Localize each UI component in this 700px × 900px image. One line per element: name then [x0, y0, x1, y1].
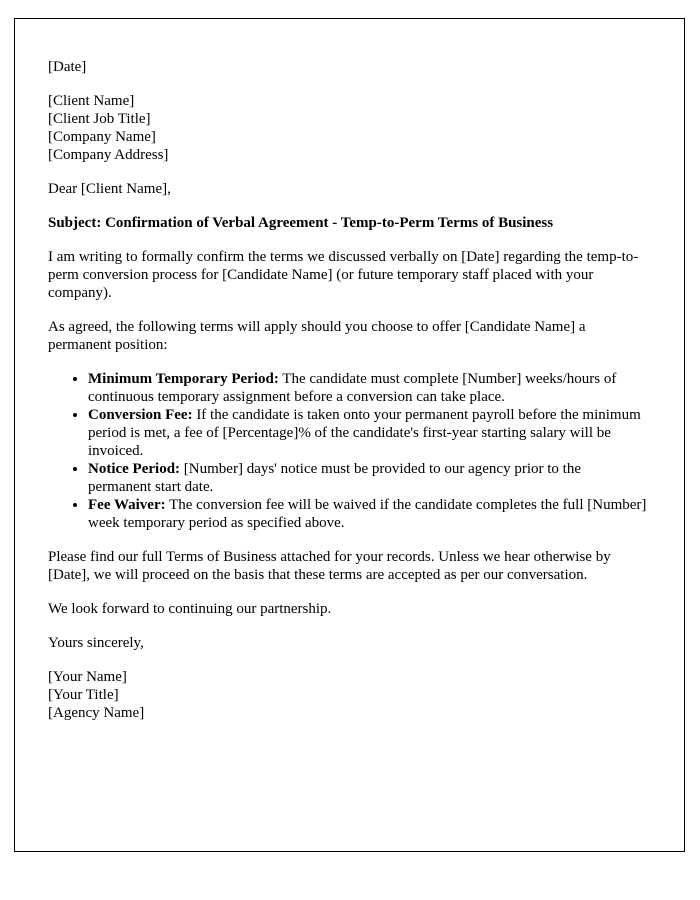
signature-block: [48, 668, 648, 722]
terms-intro-paragraph: As agreed, the following terms will apply should you choose to offer [Candidate Name] a permanent position:: [48, 319, 586, 353]
intro-paragraph: I am writing to formally confirm the terms we discussed verbally on [Date] regarding the temp-to-perm conversion process for [Candidate Name] (or future temporary staff placed with your company).: [48, 249, 639, 301]
recipient-address-block: [48, 92, 648, 164]
salutation: Dear [Client Name],: [48, 181, 171, 197]
bullet-text: The candidate must complete [Number] weeks/hours of continuous temporary assignment before a conversion can take place.: [88, 371, 617, 405]
recipient-company: [Company Name]: [48, 129, 156, 145]
date-line: [48, 58, 648, 76]
recipient-name: [Client Name]: [48, 93, 135, 109]
list-item: [88, 496, 648, 532]
signature-name: [Your Name]: [48, 669, 127, 685]
closing-partnership-paragraph: We look forward to continuing our partnership.: [48, 601, 332, 617]
bullet-label: Notice Period:: [88, 461, 181, 477]
signoff: Yours sincerely,: [48, 635, 144, 651]
bullet-text: If the candidate is taken onto your permanent payroll before the minimum period is met, a fee of [Percentage]% of the candidate's first-year starting salary will be invoiced.: [88, 407, 641, 459]
bullet-label: Minimum Temporary Period:: [88, 371, 279, 387]
recipient-company-address: [Company Address]: [48, 147, 169, 163]
bullet-text: [Number] days' notice must be provided to our agency prior to the permanent start date.: [88, 461, 581, 495]
list-item: [88, 406, 648, 460]
bullet-text: The conversion fee will be waived if the candidate completes the full [Number] week temporary period as specified above.: [88, 497, 647, 531]
date-placeholder: [Date]: [48, 59, 87, 75]
bullet-label: Conversion Fee:: [88, 407, 193, 423]
subject-line: Subject: Confirmation of Verbal Agreement - Temp-to-Perm Terms of Business: [48, 215, 554, 231]
signature-agency: [Agency Name]: [48, 705, 145, 721]
closing-records-paragraph: Please find our full Terms of Business attached for your records. Unless we hear otherwise by [Date], we will proceed on the basis that these terms are accepted as per our conversation.: [48, 549, 611, 583]
terms-list: [48, 370, 648, 532]
list-item: [88, 460, 648, 496]
bullet-label: Fee Waiver:: [88, 497, 166, 513]
signature-title: [Your Title]: [48, 687, 119, 703]
list-item: [88, 370, 648, 406]
recipient-job-title: [Client Job Title]: [48, 111, 151, 127]
letter-body: [14, 18, 685, 852]
